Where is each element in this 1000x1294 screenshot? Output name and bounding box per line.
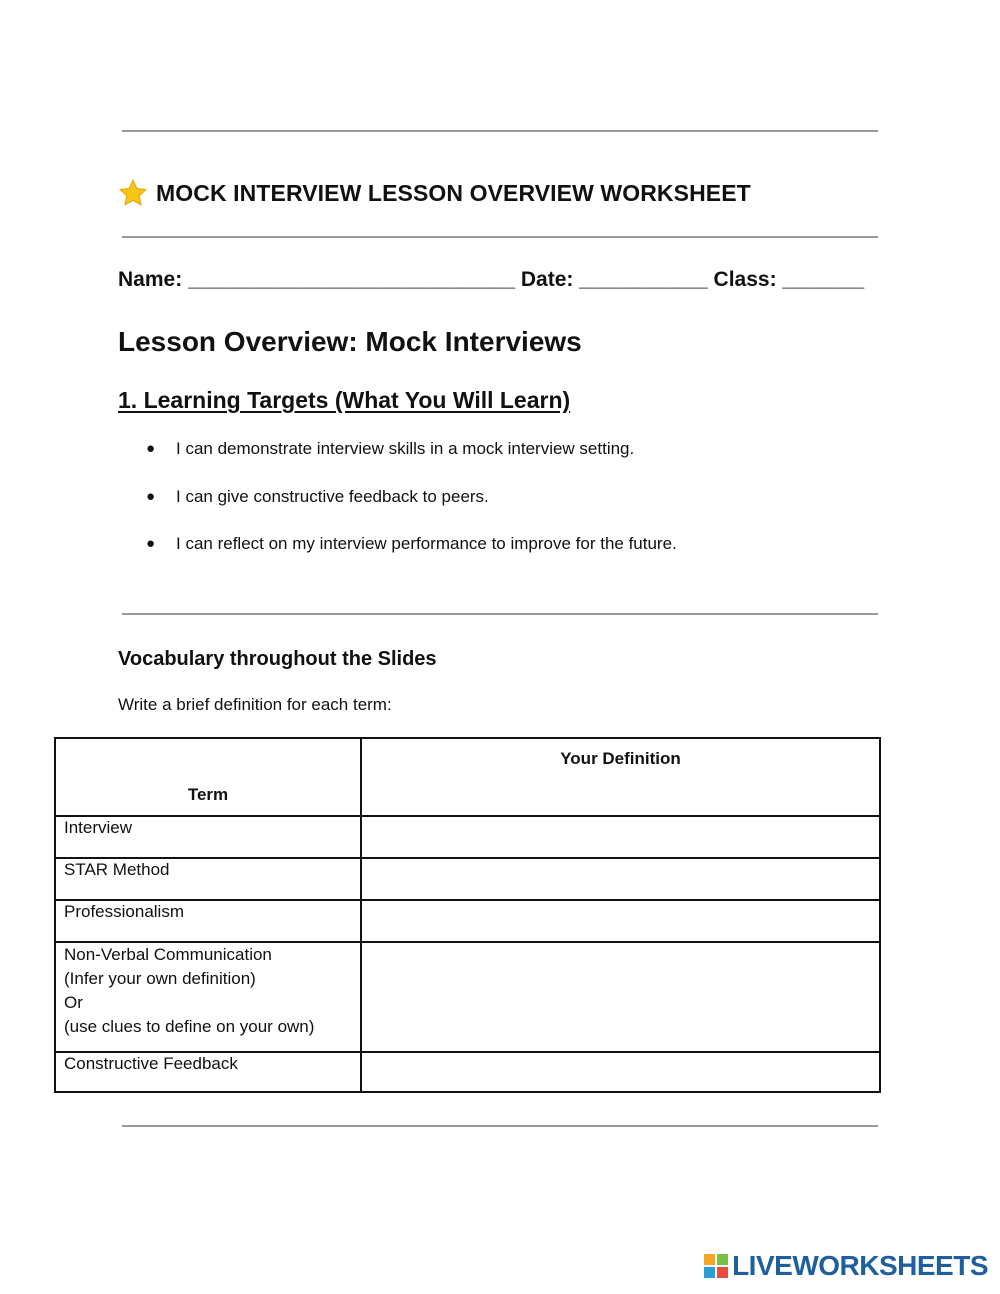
definition-column-header: Your Definition bbox=[361, 738, 880, 816]
list-item bbox=[146, 486, 677, 534]
term-cell: Interview bbox=[55, 816, 361, 858]
vocabulary-instructions: Write a brief definition for each term: bbox=[118, 695, 392, 714]
section-divider bbox=[122, 613, 878, 615]
definition-input-cell[interactable] bbox=[361, 900, 880, 942]
table-row bbox=[55, 1052, 880, 1092]
vocabulary-heading: Vocabulary throughout the Slides bbox=[118, 648, 437, 670]
definition-input-cell[interactable] bbox=[361, 858, 880, 900]
liveworksheets-logo bbox=[704, 1250, 988, 1282]
table-row bbox=[55, 858, 880, 900]
term-cell: Professionalism bbox=[55, 900, 361, 942]
list-item bbox=[146, 533, 677, 581]
top-divider bbox=[122, 130, 878, 132]
term-note: (Infer your own definition) bbox=[64, 969, 256, 988]
definition-input-cell[interactable] bbox=[361, 1052, 880, 1092]
definition-input-cell[interactable] bbox=[361, 942, 880, 1052]
term-note: (use clues to define on your own) bbox=[64, 1017, 315, 1036]
worksheet-title-row bbox=[118, 178, 751, 208]
learning-target-text: I can reflect on my interview performance to improve for the future. bbox=[176, 534, 677, 553]
liveworksheets-logo-icon bbox=[704, 1254, 728, 1278]
list-item bbox=[146, 438, 677, 486]
definition-input-cell[interactable] bbox=[361, 816, 880, 858]
table-header-row bbox=[55, 738, 880, 816]
term-cell: STAR Method bbox=[55, 858, 361, 900]
bullet-icon: ● bbox=[146, 535, 156, 552]
bullet-icon: ● bbox=[146, 487, 156, 505]
table-row bbox=[55, 900, 880, 942]
term-cell: Constructive Feedback bbox=[55, 1052, 361, 1092]
learning-targets-list bbox=[146, 438, 677, 581]
lesson-title: Lesson Overview: Mock Interviews bbox=[118, 326, 582, 357]
title-divider bbox=[122, 236, 878, 238]
table-row bbox=[55, 942, 880, 1052]
term-cell bbox=[55, 942, 361, 1052]
term-note: Or bbox=[64, 993, 83, 1012]
bullet-icon: ● bbox=[146, 440, 156, 457]
vocabulary-table bbox=[54, 737, 881, 1093]
term-column-header: Term bbox=[55, 738, 361, 816]
liveworksheets-logo-text: LIVEWORKSHEETS bbox=[732, 1250, 988, 1281]
learning-targets-heading: 1. Learning Targets (What You Will Learn) bbox=[118, 387, 571, 413]
learning-target-text: I can give constructive feedback to peers. bbox=[176, 486, 489, 506]
student-info-fields[interactable]: Name: ____________________________ Date: ___________ Class: _______ bbox=[118, 268, 865, 291]
table-row bbox=[55, 816, 880, 858]
term-label: Non-Verbal Communication bbox=[64, 945, 272, 964]
bottom-divider bbox=[122, 1125, 878, 1127]
learning-target-text: I can demonstrate interview skills in a mock interview setting. bbox=[176, 439, 635, 458]
worksheet-title: MOCK INTERVIEW LESSON OVERVIEW WORKSHEET bbox=[156, 179, 751, 206]
star-icon bbox=[118, 178, 148, 208]
